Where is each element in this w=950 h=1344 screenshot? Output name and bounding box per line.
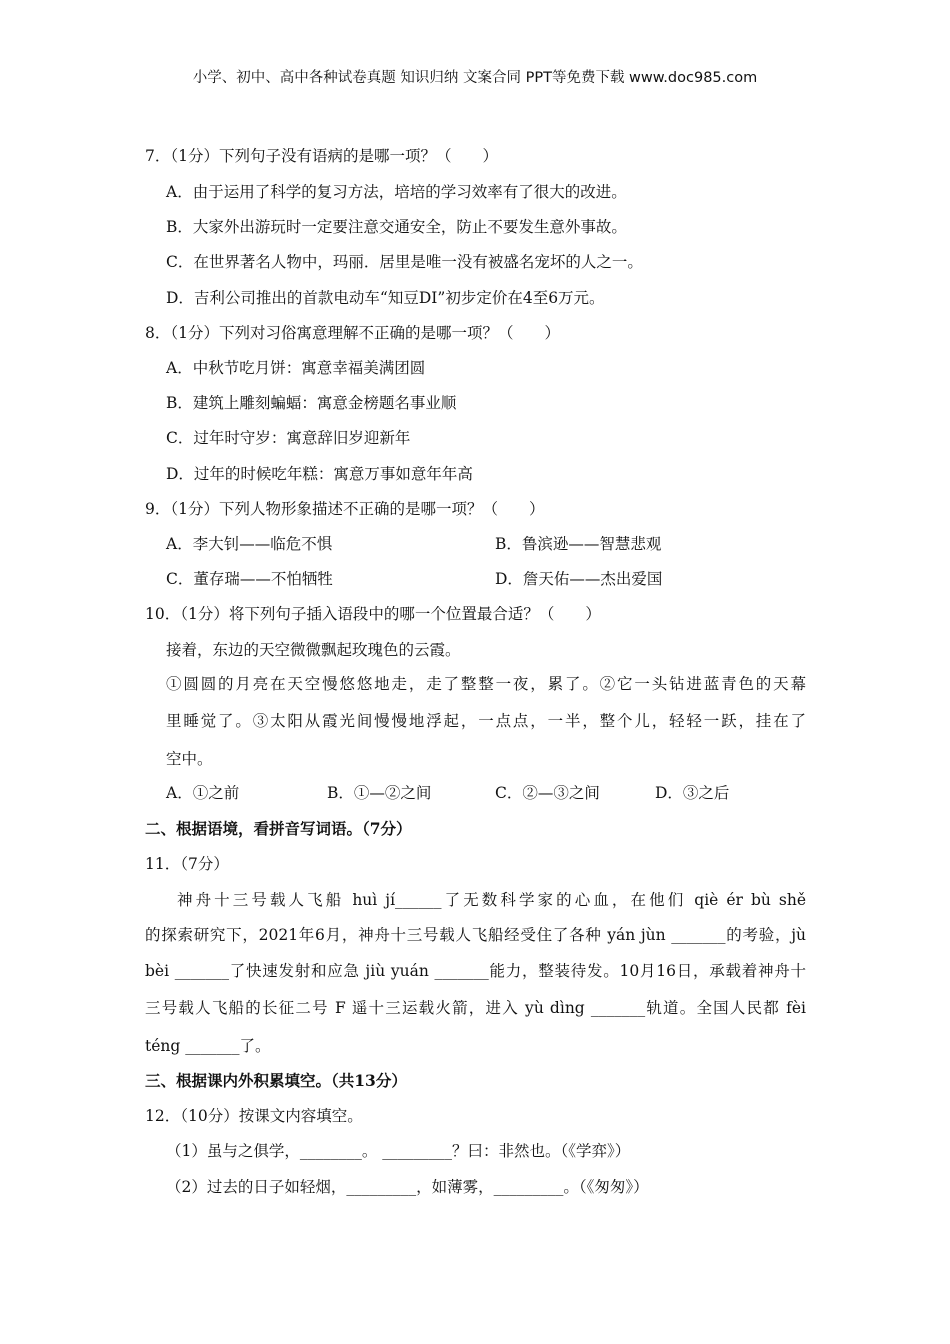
question-11-line-4: 三号载人飞船的长征二号 F 遥十三运载火箭，进入 yù dìng _______轨道。全国人民都 fèi	[145, 999, 806, 1017]
question-10-passage-line-1: ①圆圆的月亮在天空慢悠悠地走，走了整整一夜，累了。②它一头钻进蓝青色的天幕	[166, 675, 806, 693]
question-11-line-2: 的探索研究下，2021年6月，神舟十三号载人飞船经受住了各种 yán jùn _______的考验，jù	[145, 926, 806, 944]
question-10-option-d: D．③之后	[655, 784, 730, 802]
question-11-line-3: bèi _______了快速发射和应急 jiù yuán _______能力，整装待发。10月16日，承载着神舟十	[145, 962, 806, 980]
question-9-stem: 9．（1分）下列人物形象描述不正确的是哪一项？（ ）	[145, 500, 545, 518]
question-9-option-b: B．鲁滨逊——智慧悲观	[495, 535, 662, 553]
section-3-title: 三、根据课内外积累填空。（共13分）	[145, 1071, 407, 1090]
question-11-line-1: 神舟十三号载人飞船 huì jí______了无数科学家的心血，在他们 qiè ér bù shě	[177, 891, 806, 909]
question-7-option-a: A．由于运用了科学的复习方法，培培的学习效率有了很大的改进。	[166, 183, 627, 201]
question-10-option-c: C．②—③之间	[495, 784, 600, 802]
question-7-stem: 7．（1分）下列句子没有语病的是哪一项？（ ）	[145, 147, 498, 165]
question-7-option-c: C．在世界著名人物中，玛丽．居里是唯一没有被盛名宠坏的人之一。	[166, 253, 643, 271]
question-10-option-a: A．①之前	[166, 784, 240, 802]
question-8-option-b: B．建筑上雕刻蝙蝠：寓意金榜题名事业顺	[166, 394, 457, 412]
question-10-passage-line-2: 里睡觉了。③太阳从霞光间慢慢地浮起，一点点，一半，整个儿，轻轻一跃，挂在了	[166, 712, 806, 730]
question-10-option-b: B．①—②之间	[327, 784, 432, 802]
question-12-item-2: （2）过去的日子如轻烟，_________，如薄雾，_________。（《匆匆》）	[166, 1178, 649, 1196]
question-11-line-5: téng _______了。	[145, 1037, 271, 1055]
question-7-option-d: D．吉利公司推出的首款电动车“知豆DI”初步定价在4至6万元。	[166, 289, 605, 307]
question-7-option-b: B．大家外出游玩时一定要注意交通安全，防止不要发生意外事故。	[166, 218, 627, 236]
question-9-option-d: D．詹天佑——杰出爱国	[495, 570, 663, 588]
question-12-stem: 12．（10分）按课文内容填空。	[145, 1107, 363, 1125]
question-12-item-1: （1）虽与之俱学，________。 _________？曰：非然也。（《学弈》）	[166, 1142, 631, 1160]
page-header: 小学、初中、高中各种试卷真题 知识归纳 文案合同 PPT等免费下载 www.doc985.com	[192, 70, 758, 86]
question-10-passage-line-3: 空中。	[166, 750, 213, 768]
question-9-option-a: A．李大钊——临危不惧	[166, 535, 333, 553]
question-10-sentence: 接着，东边的天空微微飘起玫瑰色的云霞。	[166, 641, 461, 659]
question-10-stem: 10．（1分）将下列句子插入语段中的哪一个位置最合适？（ ）	[145, 605, 601, 623]
question-8-option-c: C．过年时守岁：寓意辞旧岁迎新年	[166, 429, 411, 447]
question-8-option-d: D．过年的时候吃年糕：寓意万事如意年年高	[166, 465, 473, 483]
section-2-title: 二、根据语境，看拼音写词语。（7分）	[145, 819, 412, 838]
question-11-stem: 11．（7分）	[145, 855, 229, 873]
question-9-option-c: C．董存瑞——不怕牺牲	[166, 570, 333, 588]
question-8-option-a: A．中秋节吃月饼：寓意幸福美满团圆	[166, 359, 426, 377]
question-8-stem: 8．（1分）下列对习俗寓意理解不正确的是哪一项？（ ）	[145, 324, 560, 342]
